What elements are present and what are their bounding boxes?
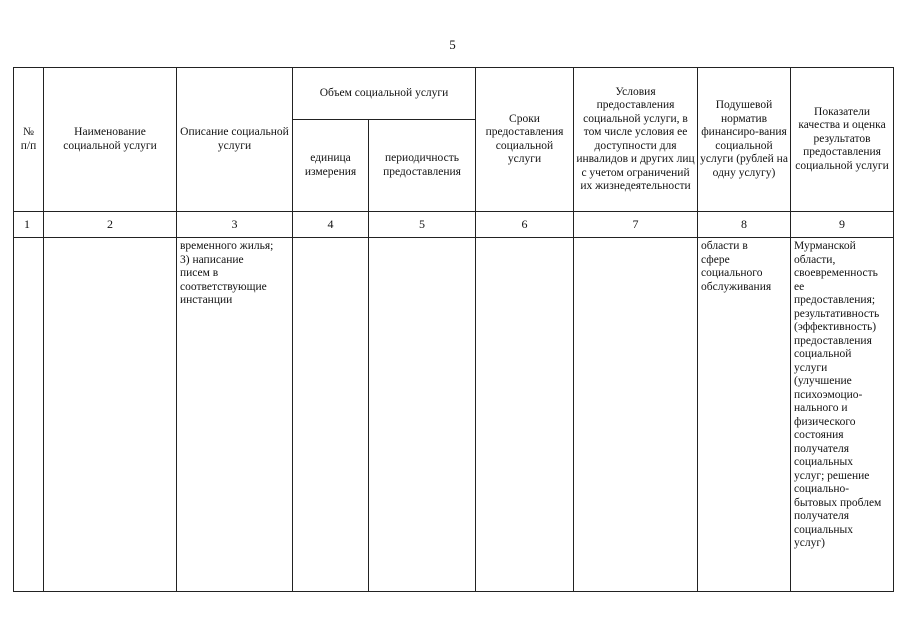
column-number: 1	[14, 212, 44, 238]
cell-terms	[476, 238, 574, 592]
header-volume: Объем социальной услуги	[293, 68, 476, 120]
header-conditions: Условия предоставления социальной услуги, в том числе условия ее доступности для инвалидов и других лиц с учетом ограничений их жизнедеятельности	[574, 68, 698, 212]
column-number: 5	[369, 212, 476, 238]
table-row	[14, 238, 894, 592]
header-unit: единица измерения	[293, 120, 369, 212]
cell-norm: области в сфере социального обслуживания	[698, 238, 791, 592]
column-number: 2	[44, 212, 177, 238]
column-number: 9	[791, 212, 894, 238]
column-number: 8	[698, 212, 791, 238]
cell-conditions	[574, 238, 698, 592]
cell-quality: Мурманской области, своевременность ее предоставления; результативность (эффективность) предоставления социальной услуги (улучшение психоэмоцио- нального и физического состояния получателя социальных услуг; решение социально- бытовых проблем получателя социальных услуг)	[791, 238, 894, 592]
page-number: 5	[449, 37, 456, 52]
cell-service-name	[44, 238, 177, 592]
column-number: 4	[293, 212, 369, 238]
cell-periodicity	[369, 238, 476, 592]
services-table	[13, 67, 894, 592]
cell-description: временного жилья; 3) написание писем в соответствующие инстанции	[177, 238, 293, 592]
column-number: 6	[476, 212, 574, 238]
column-numbers-row	[14, 212, 894, 238]
header-num: № п/п	[14, 68, 44, 212]
header-description: Описание социальной услуги	[177, 68, 293, 212]
cell-unit	[293, 238, 369, 592]
column-number: 7	[574, 212, 698, 238]
header-quality: Показатели качества и оценка результатов предоставления социальной услуги	[791, 68, 894, 212]
header-terms: Сроки предоставления социальной услуги	[476, 68, 574, 212]
column-number: 3	[177, 212, 293, 238]
header-norm: Подушевой норматив финансиро-вания социальной услуги (рублей на одну услугу)	[698, 68, 791, 212]
header-periodicity: периодичность предоставления	[369, 120, 476, 212]
cell-num	[14, 238, 44, 592]
header-service-name: Наименование социальной услуги	[44, 68, 177, 212]
